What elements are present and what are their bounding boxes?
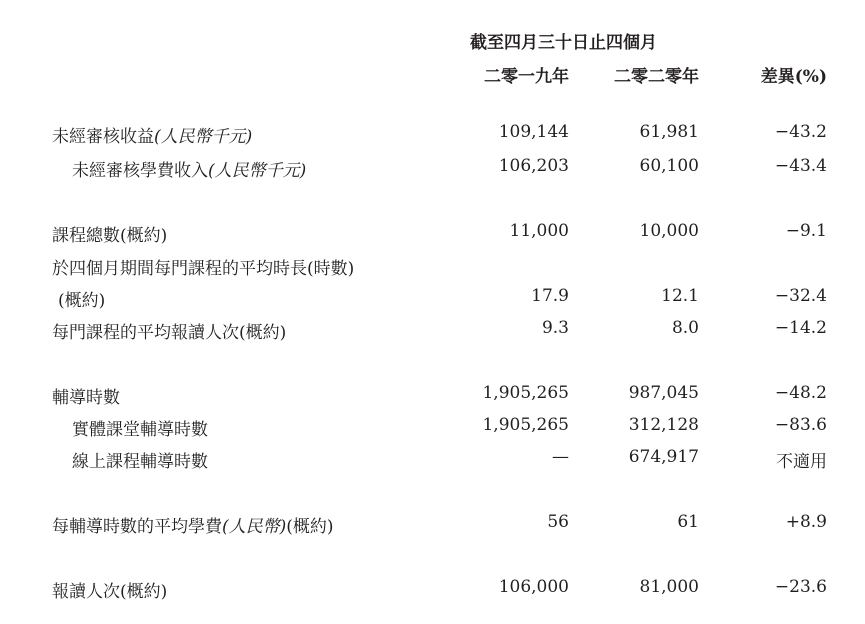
value-difference: −43.4 xyxy=(774,156,827,176)
value-2020: 81,000 xyxy=(639,577,699,597)
value-difference: −32.4 xyxy=(774,286,827,306)
value-2019: 106,203 xyxy=(498,156,569,176)
value-2019: 106,000 xyxy=(498,577,569,597)
row-label: 於四個月期間每門課程的平均時長(時數) xyxy=(52,259,355,279)
value-2020: 10,000 xyxy=(639,221,699,241)
table-row xyxy=(0,411,865,441)
table-row xyxy=(0,314,865,344)
value-difference: −48.2 xyxy=(774,383,827,403)
row-unit: (人民幣) xyxy=(222,517,287,537)
row-label: 報讀人次(概約) xyxy=(52,582,168,602)
value-difference: +8.9 xyxy=(785,512,827,532)
table-row xyxy=(0,508,865,538)
value-2019: 1,905,265 xyxy=(482,383,569,403)
table-row xyxy=(0,573,865,603)
value-2020: 60,100 xyxy=(639,156,699,176)
value-2020: 312,128 xyxy=(628,415,699,435)
value-2020: 8.0 xyxy=(671,318,699,338)
row-label: (概約) xyxy=(58,291,106,311)
value-2020: 61 xyxy=(677,512,699,532)
column-header-difference: 差異(%) xyxy=(760,67,827,87)
row-label: 每輔導時數的平均學費(人民幣)(概約) xyxy=(52,517,334,537)
table-row xyxy=(0,443,865,473)
value-2019: 109,144 xyxy=(498,122,569,142)
period-header: 截至四月三十日止四個月 xyxy=(470,33,657,53)
row-label: 課程總數(概約) xyxy=(52,226,168,246)
value-2019: 56 xyxy=(547,512,569,532)
value-2020: 61,981 xyxy=(639,122,699,142)
value-2019: — xyxy=(552,447,569,467)
value-2020: 987,045 xyxy=(628,383,699,403)
table-row xyxy=(0,118,865,148)
value-2019: 1,905,265 xyxy=(482,415,569,435)
table-row xyxy=(0,282,865,312)
row-label: 未經審核收益(人民幣千元) xyxy=(52,127,253,147)
value-difference: −9.1 xyxy=(785,221,827,241)
row-unit: (人民幣千元) xyxy=(154,127,253,147)
value-2019: 17.9 xyxy=(531,286,569,306)
value-2019: 11,000 xyxy=(509,221,569,241)
value-difference: −83.6 xyxy=(774,415,827,435)
value-2019: 9.3 xyxy=(541,318,569,338)
table-row xyxy=(0,152,865,182)
row-label: 線上課程輔導時數 xyxy=(72,452,208,472)
table-row xyxy=(0,217,865,247)
value-difference: −23.6 xyxy=(774,577,827,597)
row-label: 實體課堂輔導時數 xyxy=(72,420,208,440)
value-2020: 674,917 xyxy=(628,447,699,467)
row-label: 輔導時數 xyxy=(52,388,120,408)
value-difference: −14.2 xyxy=(774,318,827,338)
value-2020: 12.1 xyxy=(661,286,699,306)
value-difference: −43.2 xyxy=(774,122,827,142)
value-difference: 不適用 xyxy=(776,452,827,472)
table-row xyxy=(0,379,865,409)
table-row xyxy=(0,250,865,280)
row-label: 每門課程的平均報讀人次(概約) xyxy=(52,323,287,343)
column-header-2019: 二零一九年 xyxy=(484,67,569,87)
row-label: 未經審核學費收入(人民幣千元) xyxy=(72,161,307,181)
row-unit: (人民幣千元) xyxy=(208,161,307,181)
column-header-2020: 二零二零年 xyxy=(614,67,699,87)
